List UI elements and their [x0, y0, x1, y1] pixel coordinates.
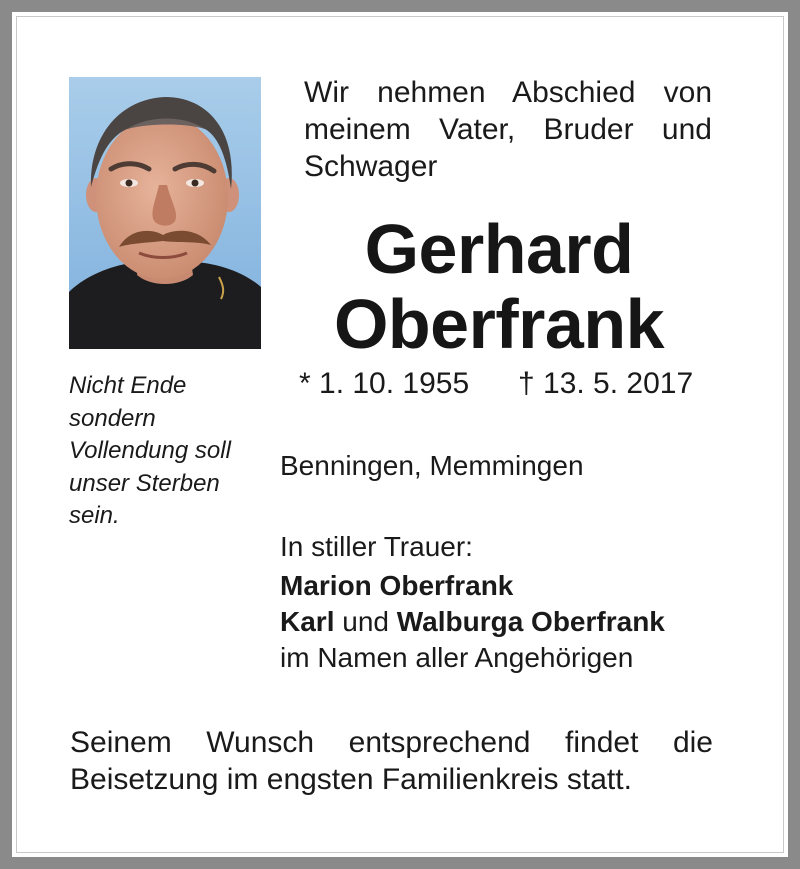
- first-name: Gerhard: [364, 210, 634, 288]
- mourning-label: In stiller Trauer:: [280, 531, 473, 562]
- mourner-line: [280, 568, 665, 604]
- mourner-line: [280, 604, 665, 640]
- quote-line: Vollendung soll: [69, 437, 231, 464]
- quote-line: sondern: [69, 404, 156, 432]
- quote-line: sein.: [69, 502, 120, 529]
- mourner-name: Walburga Oberfrank: [396, 606, 665, 637]
- birth-date: * 1. 10. 1955: [299, 367, 470, 400]
- places: Benningen, Memmingen: [280, 450, 584, 481]
- mourner-name: Karl: [280, 606, 335, 637]
- quote-line: Nicht Ende: [69, 372, 187, 399]
- deceased-name: [264, 212, 734, 362]
- mourner-join: und: [334, 606, 397, 637]
- closing-text: Seinem Wunsch entsprechend findet die Beisetzung im engsten Familienkreis statt.: [70, 726, 713, 796]
- obituary-card: [12, 12, 788, 857]
- death-date: † 13. 5. 2017: [518, 367, 694, 400]
- intro-text: Wir nehmen Abschied von meinem Vater, Bruder und Schwager: [304, 76, 712, 183]
- mourners-list: [280, 568, 665, 676]
- portrait-illustration: [69, 77, 261, 349]
- portrait-photo: [69, 77, 261, 349]
- memorial-quote: [69, 370, 259, 533]
- relatives-line: im Namen aller Angehörigen: [280, 642, 634, 673]
- quote-line: unser Sterben: [69, 469, 220, 497]
- last-name: Oberfrank: [333, 285, 665, 363]
- mourner-name: Marion Oberfrank: [280, 570, 514, 601]
